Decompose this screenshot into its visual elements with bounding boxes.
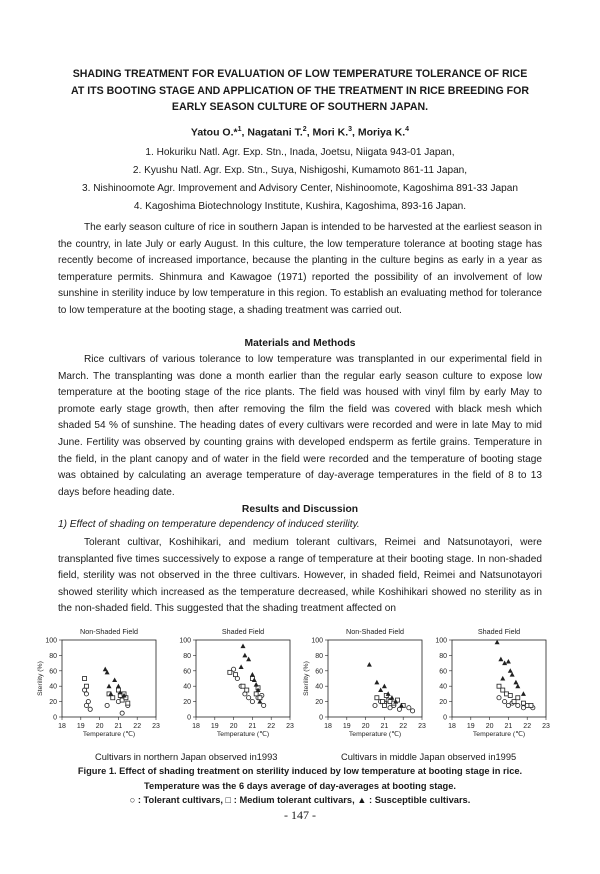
author-sup: 3 xyxy=(348,126,353,133)
medium-tolerant-point xyxy=(83,677,87,681)
x-tick-label: 22 xyxy=(523,723,532,730)
author-sup: 2 xyxy=(302,126,307,133)
title-line: EARLY SEASON CULTURE OF SOUTHERN JAPAN. xyxy=(171,101,429,113)
medium-tolerant-point xyxy=(241,684,245,688)
x-tick-label: 18 xyxy=(58,723,66,730)
x-tick-label: 20 xyxy=(95,723,104,730)
y-tick-label: 20 xyxy=(315,699,323,707)
medium-tolerant-point xyxy=(381,700,385,704)
susceptible-point xyxy=(508,668,513,673)
y-tick-label: 60 xyxy=(183,668,191,676)
figure-group-caption: Cultivars in middle Japan observed in1995 xyxy=(341,752,517,762)
susceptible-point xyxy=(374,680,379,685)
y-tick-label: 80 xyxy=(439,652,447,660)
x-tick-label: 19 xyxy=(76,723,85,730)
affiliation: 4. Kagoshima Biotechnology Institute, Kushira, Kagoshima, 893-16 Japan. xyxy=(133,201,467,212)
tolerant-point xyxy=(497,696,501,700)
susceptible-point xyxy=(241,644,246,649)
tolerant-point xyxy=(503,700,507,704)
x-axis-label: Temperature (℃) xyxy=(348,731,402,738)
susceptible-point xyxy=(239,664,244,669)
tolerant-point xyxy=(84,703,88,707)
legend-medium: : Medium tolerant cultivars, xyxy=(233,795,355,805)
affiliation: 3. Nishinoomote Agr. Improvement and Advisory Center, Nishinoomote, Kagoshima 891-33 Japan xyxy=(82,183,518,194)
page-number: - 147 - xyxy=(284,808,316,822)
tolerant-point xyxy=(120,711,124,715)
medium-tolerant-point xyxy=(245,688,249,692)
affiliation: 1. Hokuriku Natl. Agr. Exp. Stn., Inada, Joetsu, Niigata 943-01 Japan, xyxy=(145,147,455,158)
intro-paragraph: The early season culture of rice in southern Japan is intended to be harvested at the earliest season in the country, in late July or early August. In this culture, the low temperature tolerance at booting stage has recently become of increased importance, because the planting in the culture begins as early in a year as temperature permits. Shinmura and Kawagoe (1971) reported the possibility of an involvement of low sunshine in sterility induce by low temperature in this region. To establish an evaluating method for tolerance to low temperature at the booting stage, a shading treatment was carried out. xyxy=(58,222,542,316)
medium-tolerant-point xyxy=(497,684,501,688)
y-tick-label: 40 xyxy=(439,683,447,691)
medium-tolerant-point xyxy=(508,693,512,697)
y-axis-label: Sterility (%) xyxy=(303,661,310,696)
results-subheading: 1) Effect of shading on temperature dependency of induced sterility. xyxy=(58,519,360,530)
tolerant-point xyxy=(407,706,411,710)
y-tick-label: 80 xyxy=(49,652,57,660)
x-axis-label: Temperature (℃) xyxy=(472,731,526,738)
y-tick-label: 20 xyxy=(183,699,191,707)
susceptible-point xyxy=(367,662,372,667)
author: Mori K. xyxy=(312,126,349,139)
susceptible-point xyxy=(498,657,503,662)
x-tick-label: 21 xyxy=(248,723,257,730)
figure-group-caption: Cultivars in northern Japan observed in1993 xyxy=(95,752,278,762)
medium-tolerant-point xyxy=(529,703,533,707)
y-tick-label: 100 xyxy=(435,637,447,645)
plot-title: Non-Shaded Field xyxy=(80,627,138,636)
x-tick-label: 23 xyxy=(542,723,550,730)
susceptible-point xyxy=(521,691,526,696)
x-tick-label: 18 xyxy=(448,723,456,730)
y-tick-label: 100 xyxy=(311,637,323,645)
tolerant-point xyxy=(262,703,266,707)
x-axis-label: Temperature (℃) xyxy=(216,731,270,738)
y-tick-label: 40 xyxy=(315,683,323,691)
methods-paragraph: Rice cultivars of various tolerance to low temperature was transplanted in our experimental field in March. The transplanting was done a month earlier than the regular early season culture to expose low temperature at the booting stage of the rice plants. The field was housed with vinyl film by early May to promote early stage growth, then after removing the film the field was covered with black mesh which shaded 54 % of sunshine. The heading dates of every cultivars were recorded and were in late May to mid June. Fertility was observed by counting grains with developed endsperm as fertile grains. Temperature in the field, in the plant canopy and of water in the field were recorded and the temperature of booting stage was obtained by calculating an average temperature of day-average temperatures in the field of 8 to 13 days before heading date. xyxy=(58,354,542,498)
tolerant-point xyxy=(84,692,88,696)
medium-tolerant-point xyxy=(111,696,115,700)
susceptible-point xyxy=(254,682,259,687)
x-tick-label: 20 xyxy=(361,723,370,730)
title-line: SHADING TREATMENT FOR EVALUATION OF LOW TEMPERATURE TOLERANCE OF RICE xyxy=(72,68,528,80)
tolerant-point xyxy=(411,709,415,713)
x-tick-label: 22 xyxy=(399,723,408,730)
x-tick-label: 18 xyxy=(192,723,200,730)
author-sup: 1 xyxy=(237,126,242,133)
x-tick-label: 23 xyxy=(152,723,160,730)
y-tick-label: 40 xyxy=(49,683,57,691)
susceptible-point xyxy=(382,684,387,689)
tolerant-point xyxy=(105,703,109,707)
x-tick-label: 20 xyxy=(229,723,238,730)
plot-title: Shaded Field xyxy=(221,627,265,636)
medium-tolerant-point xyxy=(233,673,237,677)
medium-tolerant-point xyxy=(126,701,130,705)
author: Nagatani T. xyxy=(247,126,303,139)
y-tick-label: 80 xyxy=(315,652,323,660)
y-tick-label: 100 xyxy=(179,637,191,645)
medium-tolerant-point xyxy=(254,692,258,696)
y-tick-label: 60 xyxy=(439,668,447,676)
results-paragraph: Tolerant cultivar, Koshihikari, and medium tolerant cultivars, Reimei and Natsunotayori, were transplanted five times successively to expose a range of temperature at their booting stage. In non-shaded field, sterility was not observed in the three cultivars. However, in shaded field, Reimei and Natsunotayori showed sterility which increased as the temperature decreased, while Koshihikari showed no sterility as in the non-shaded field. This suggested that the shading treatment affected on xyxy=(58,537,542,615)
y-tick-label: 0 xyxy=(319,714,323,722)
susceptible-point xyxy=(506,659,511,664)
medium-tolerant-point xyxy=(512,700,516,704)
tolerant-point xyxy=(247,696,251,700)
x-tick-label: 19 xyxy=(466,723,475,730)
results-heading: Results and Discussion xyxy=(241,504,359,515)
title-line: AT ITS BOOTING STAGE AND APPLICATION OF THE TREATMENT IN RICE BREEDING FOR xyxy=(70,84,530,97)
y-tick-label: 60 xyxy=(49,668,57,676)
tolerant-point xyxy=(88,707,92,711)
square-icon: □ xyxy=(225,795,232,805)
x-tick-label: 22 xyxy=(133,723,142,730)
figure-caption-note: Temperature was the 6 days average of day-averages at booting stage. xyxy=(144,781,456,791)
x-tick-label: 21 xyxy=(380,723,389,730)
susceptible-point xyxy=(513,680,518,685)
y-axis-label: Sterility (%) xyxy=(37,661,44,696)
susceptible-point xyxy=(495,640,500,645)
y-tick-label: 0 xyxy=(187,714,191,722)
x-tick-label: 23 xyxy=(286,723,294,730)
x-tick-label: 22 xyxy=(267,723,276,730)
susceptible-point xyxy=(116,684,121,689)
susceptible-point xyxy=(242,653,247,658)
medium-tolerant-point xyxy=(228,670,232,674)
y-tick-label: 20 xyxy=(49,699,57,707)
plot-frame xyxy=(196,640,290,717)
tolerant-point xyxy=(373,703,377,707)
x-axis-label: Temperature (℃) xyxy=(82,731,136,738)
medium-tolerant-point xyxy=(516,696,520,700)
plot-title: Shaded Field xyxy=(477,627,521,636)
susceptible-point xyxy=(112,677,117,682)
circle-icon: ○ xyxy=(129,795,136,805)
x-tick-label: 21 xyxy=(114,723,123,730)
y-tick-label: 40 xyxy=(183,683,191,691)
medium-tolerant-point xyxy=(375,696,379,700)
methods-heading: Materials and Methods xyxy=(244,338,356,349)
x-tick-label: 23 xyxy=(418,723,426,730)
legend-susceptible: : Susceptible cultivars. xyxy=(369,795,471,805)
medium-tolerant-point xyxy=(501,688,505,692)
tolerant-point xyxy=(250,700,254,704)
y-tick-label: 80 xyxy=(183,652,191,660)
y-tick-label: 100 xyxy=(45,637,57,645)
y-tick-label: 0 xyxy=(53,714,57,722)
figure-legend xyxy=(0,795,600,805)
figure-caption: Figure 1. Effect of shading treatment on sterility induced by low temperature at booting stage in rice. xyxy=(77,766,523,776)
x-tick-label: 21 xyxy=(504,723,513,730)
author-sup: 4 xyxy=(405,126,410,133)
y-tick-label: 20 xyxy=(439,699,447,707)
author: Moriya K. xyxy=(357,126,406,139)
medium-tolerant-point xyxy=(382,703,386,707)
medium-tolerant-point xyxy=(521,701,525,705)
susceptible-point xyxy=(250,672,255,677)
y-tick-label: 0 xyxy=(443,714,447,722)
author-list: Yatou O.*$^1$, Nagatani T.$^2$, Mori K.$^3$, Moriya K.$^4$ xyxy=(190,126,410,139)
paper-title xyxy=(40,66,560,116)
y-tick-label: 60 xyxy=(315,668,323,676)
susceptible-point xyxy=(107,684,112,689)
susceptible-point xyxy=(500,676,505,681)
author: Yatou O.* xyxy=(190,126,238,139)
medium-tolerant-point xyxy=(84,684,88,688)
x-tick-label: 19 xyxy=(210,723,219,730)
affiliation: 2. Kyushu Natl. Agr. Exp. Stn., Suya, Nishigoshi, Kumamoto 861-11 Japan, xyxy=(132,165,468,176)
x-tick-label: 19 xyxy=(342,723,351,730)
x-tick-label: 20 xyxy=(485,723,494,730)
x-tick-label: 18 xyxy=(324,723,332,730)
plot-title: Non-Shaded Field xyxy=(346,627,404,636)
triangle-icon: ▲ xyxy=(357,795,367,805)
figure-1-charts xyxy=(0,622,600,752)
legend-tolerant: : Tolerant cultivars, xyxy=(137,795,223,805)
